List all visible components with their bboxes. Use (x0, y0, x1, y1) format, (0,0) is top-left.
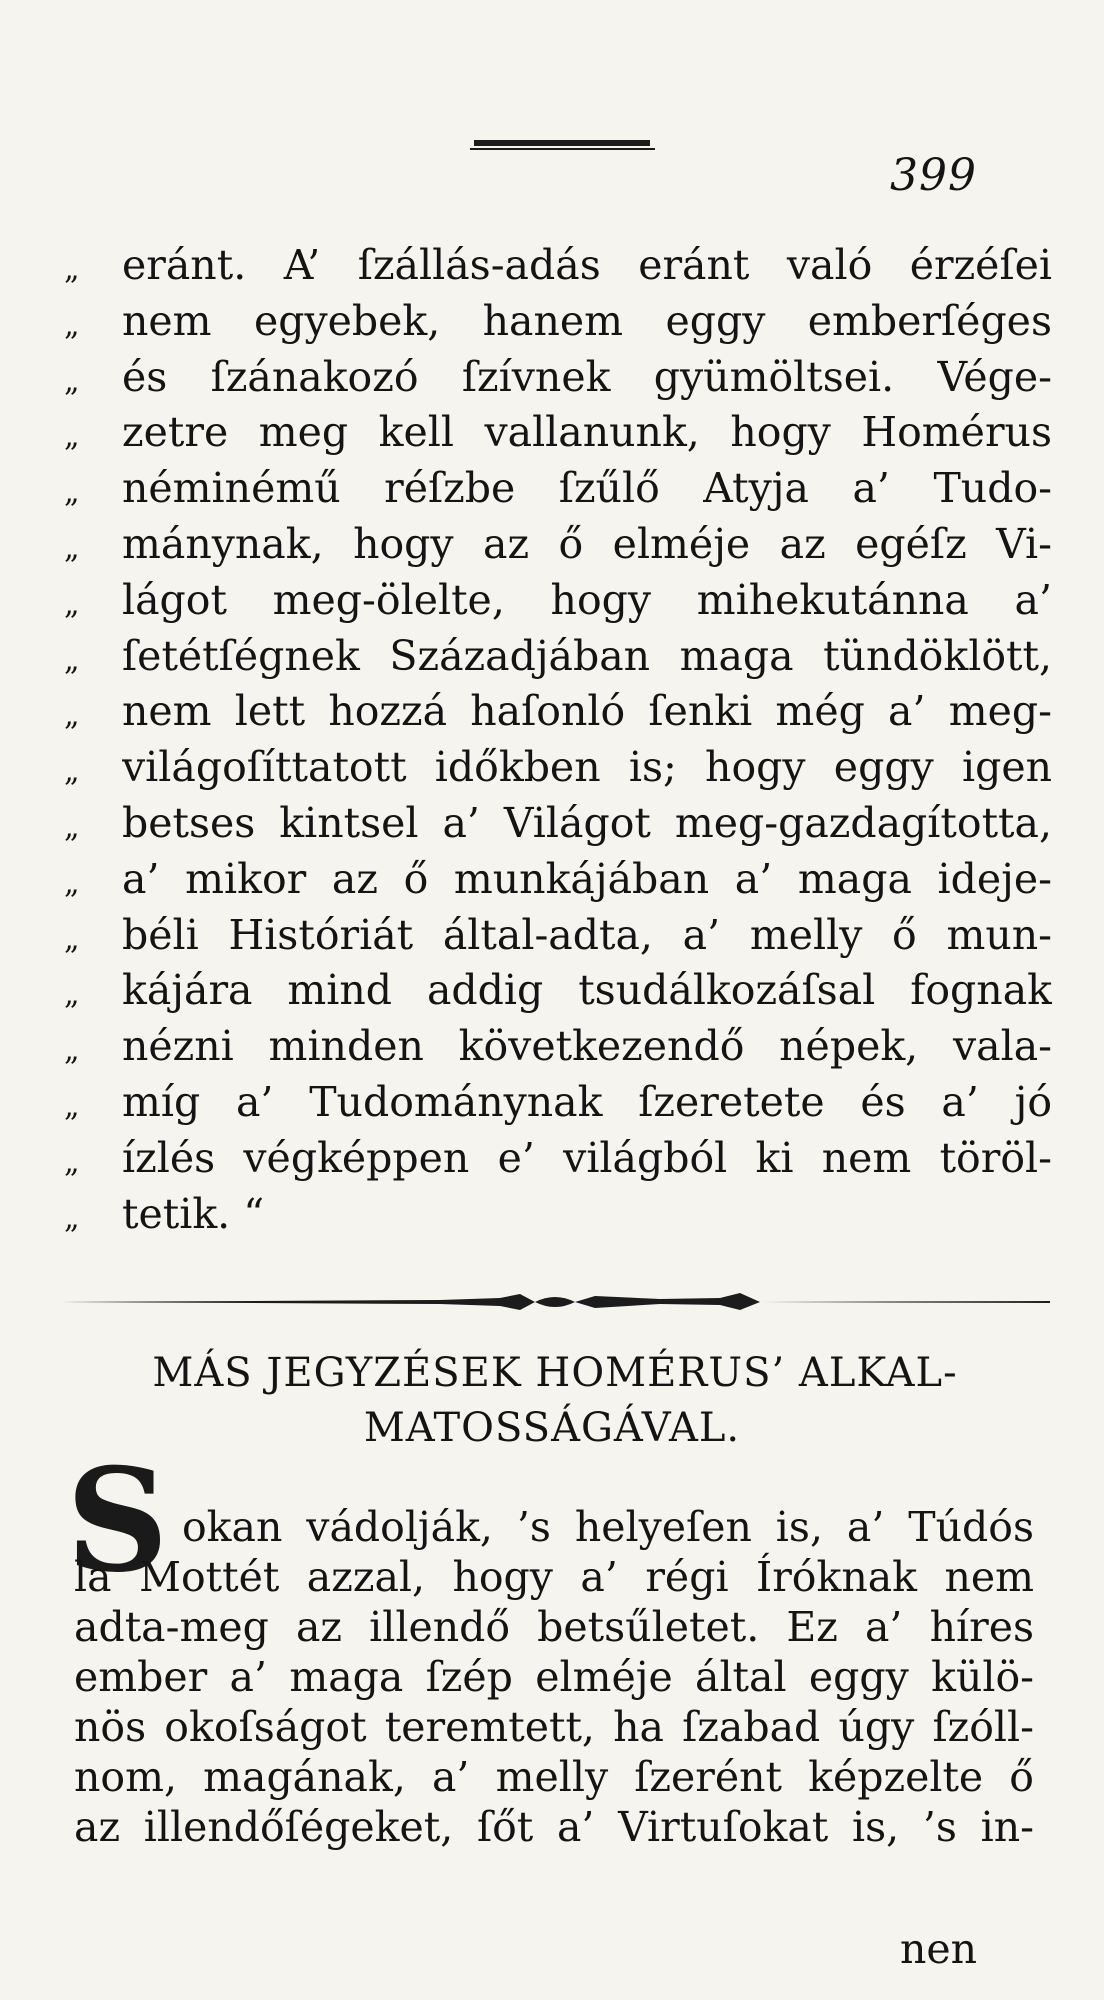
body-line: nom, magának, a’ melly ſzerént képzelte ő (74, 1753, 1034, 1801)
quote-line: „ zetre meg kell vallanunk, hogy Homérus (64, 405, 1054, 461)
quote-mark: „ (64, 586, 80, 622)
quote-line: „ tetik. “ (64, 1187, 1054, 1243)
quote-mark: „ (64, 754, 80, 790)
quote-mark: „ (64, 809, 80, 845)
quote-mark: „ (64, 698, 80, 734)
quote-mark: „ (64, 1033, 80, 1069)
quote-mark: „ (64, 1088, 80, 1124)
body-line: az illendőſégeket, ſőt a’ Virtuſokat is, ’s in- (74, 1803, 1034, 1851)
quote-line: „ a’ mikor az ő munkájában a’ maga ideje- (64, 852, 1054, 908)
page-number: 399 (890, 150, 977, 201)
quote-line: „ világoſíttatott időkben is; hogy eggy igen (64, 740, 1054, 796)
quote-mark: „ (64, 1200, 80, 1236)
catchword: nen (900, 1925, 978, 1973)
body-line: nös okoſságot teremtett, ha ſzabad úgy ſzóll- (74, 1703, 1034, 1751)
body-paragraph (74, 1502, 1034, 1852)
quote-line: „ béli Históriát által-adta, a’ melly ő mun- (64, 908, 1054, 964)
quote-mark: „ (64, 252, 80, 287)
quote-line: „ kájára mind addig tsudálkozáſsal fognak (64, 963, 1054, 1019)
quote-mark: „ (64, 530, 80, 566)
quote-line: „ míg a’ Tudománynak ſzeretete és a’ jó (64, 1075, 1054, 1131)
body-line: adta-meg az illendő betsűletet. Ez a’ híres (74, 1603, 1034, 1651)
ornamental-rule (60, 1290, 1050, 1314)
body-line: okan vádolják, ’s helyeſen is, a’ Túdós (182, 1503, 1034, 1551)
quote-line: „ ízlés végképpen e’ világból ki nem töröl- (64, 1131, 1054, 1187)
quote-line: „ nem lett hozzá haſonló ſenki még a’ meg- (64, 684, 1054, 740)
quote-line: „ nézni minden következendő népek, vala- (64, 1019, 1054, 1075)
quote-line: „ betses kintsel a’ Világot meg-gazdagította, (64, 796, 1054, 852)
quote-line: „ ſetétſégnek Századjában maga tündöklött, (64, 629, 1054, 685)
body-line: ember a’ maga ſzép elméje által eggy külö- (74, 1653, 1034, 1701)
quote-line: „ és ſzánakozó ſzívnek gyümöltsei. Vége- (64, 350, 1054, 406)
quote-line: „ néminémű réſzbe ſzűlő Atyja a’ Tudo- (64, 461, 1054, 517)
quote-mark: „ (64, 475, 80, 511)
quote-line: „ eránt. A’ ſzállás-adás eránt való érzéſei (64, 238, 1054, 294)
quote-line: „ nem egyebek, hanem eggy emberſéges (64, 294, 1054, 350)
quote-mark: „ (64, 977, 80, 1013)
section-heading: MÁS JEGYZÉSEK HOMÉRUS’ ALKAL- (152, 1350, 958, 1396)
top-rule (470, 138, 655, 154)
quote-mark: „ (64, 307, 80, 343)
quote-mark: „ (64, 419, 80, 455)
quoted-passage (64, 238, 1054, 1242)
quote-line: „ mánynak, hogy az ő elméje az egéſz Vi- (64, 517, 1054, 573)
quote-mark: „ (64, 363, 80, 399)
quote-mark: „ (64, 642, 80, 678)
quote-mark: „ (64, 921, 80, 957)
quote-mark: „ (64, 1144, 80, 1180)
body-line: la Mottét azzal, hogy a’ régi Íróknak nem (74, 1553, 1034, 1601)
quote-line: „ lágot meg-ölelte, hogy mihekutánna a’ (64, 573, 1054, 629)
drop-cap: S (66, 1438, 169, 1604)
section-heading-continued: MATOSSÁGÁVAL. (363, 1405, 741, 1451)
quote-mark: „ (64, 865, 80, 901)
